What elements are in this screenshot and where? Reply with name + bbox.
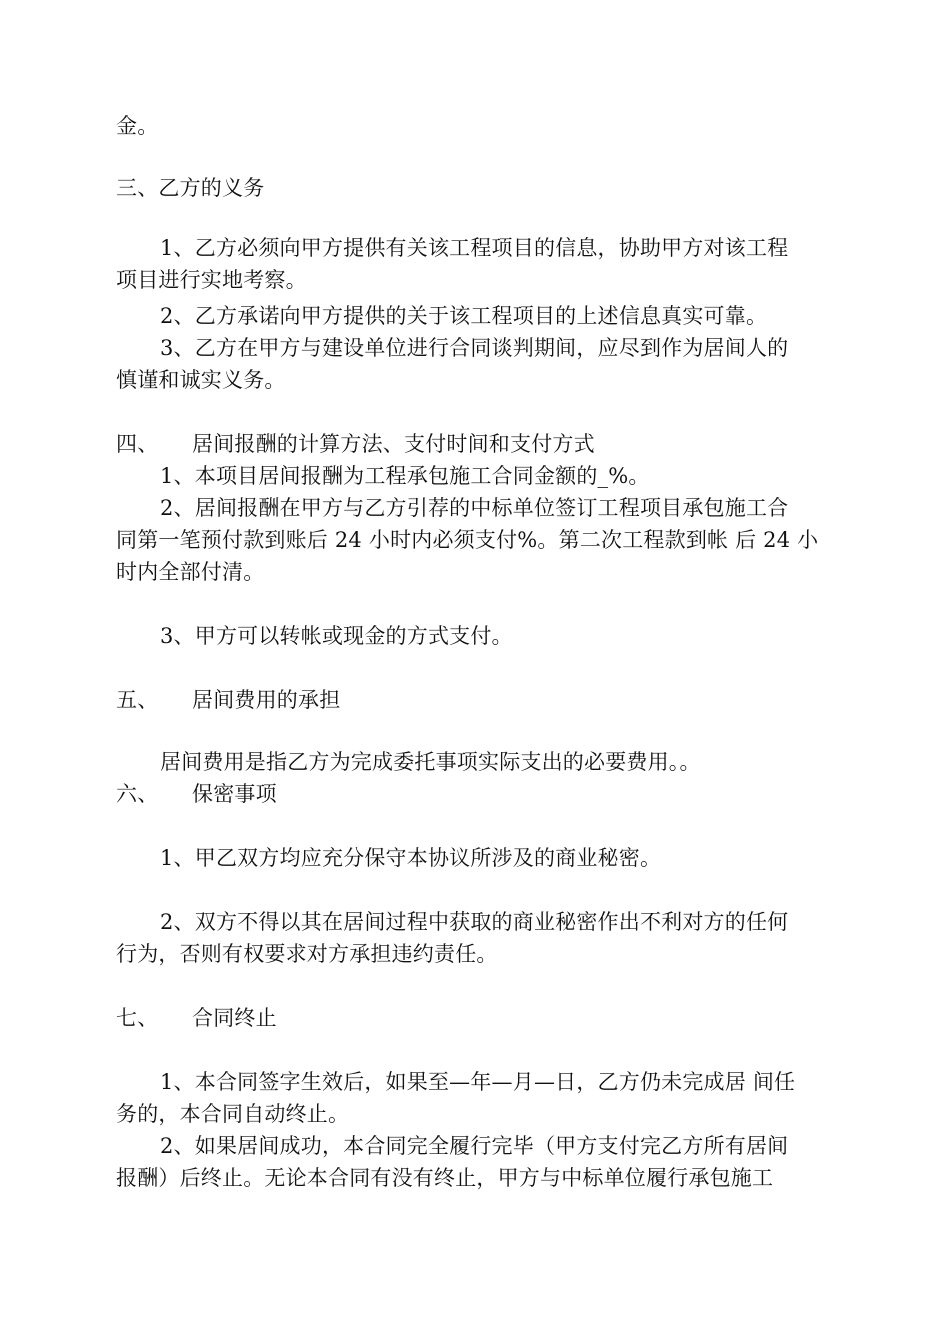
text-line: 项目进行实地考察。 [116, 268, 307, 292]
text-line: 时内全部付清。 [116, 560, 265, 584]
text-line: 金。 [116, 114, 159, 138]
text-line: 3、乙方在甲方与建设单位进行合同谈判期间，应尽到作为居间人的 [160, 336, 789, 360]
section-title: 居间报酬的计算方法、支付时间和支付方式 [192, 432, 595, 456]
text-line: 1、本项目居间报酬为工程承包施工合同金额的_%。 [160, 464, 650, 488]
text-line: 2、居间报酬在甲方与乙方引荐的中标单位签订工程项目承包施工合 [160, 496, 789, 520]
text-line: 务的，本合同自动终止。 [116, 1102, 350, 1126]
text-line: 3、甲方可以转帐或现金的方式支付。 [160, 624, 513, 648]
section-number: 五、 [116, 688, 159, 712]
text-line: 居间费用是指乙方为完成委托事项实际支出的必要费用。。 [160, 750, 701, 774]
text-line: 慎谨和诚实义务。 [116, 368, 286, 392]
section-number: 六、 [116, 782, 159, 806]
section-heading [116, 1002, 277, 1034]
section-heading [116, 428, 595, 460]
text-line: 行为，否则有权要求对方承担违约责任。 [116, 942, 498, 966]
text-line: 1、乙方必须向甲方提供有关该工程项目的信息，协助甲方对该工程 [160, 236, 789, 260]
text-line: 1、本合同签字生效后，如果至—年—月—日，乙方仍未完成居 间任 [160, 1070, 796, 1094]
text-line: 1、甲乙双方均应充分保守本协议所涉及的商业秘密。 [160, 846, 662, 870]
section-heading [116, 684, 340, 716]
section-number: 七、 [116, 1006, 159, 1030]
section-title: 合同终止 [192, 1006, 277, 1030]
section-heading: 三、乙方的义务 [116, 176, 265, 200]
section-heading [116, 778, 277, 810]
section-title: 保密事项 [192, 782, 277, 806]
text-line: 报酬）后终止。无论本合同有没有终止，甲方与中标单位履行承包施工 [116, 1166, 774, 1190]
text-line: 同第一笔预付款到账后 24 小时内必须支付%。第二次工程款到帐 后 24 小 [116, 528, 819, 552]
text-line: 2、乙方承诺向甲方提供的关于该工程项目的上述信息真实可靠。 [160, 304, 768, 328]
text-line: 2、双方不得以其在居间过程中获取的商业秘密作出不利对方的任何 [160, 910, 789, 934]
section-number: 四、 [116, 432, 159, 456]
text-line: 2、如果居间成功，本合同完全履行完毕（甲方支付完乙方所有居间 [160, 1134, 789, 1158]
section-title: 居间费用的承担 [192, 688, 341, 712]
